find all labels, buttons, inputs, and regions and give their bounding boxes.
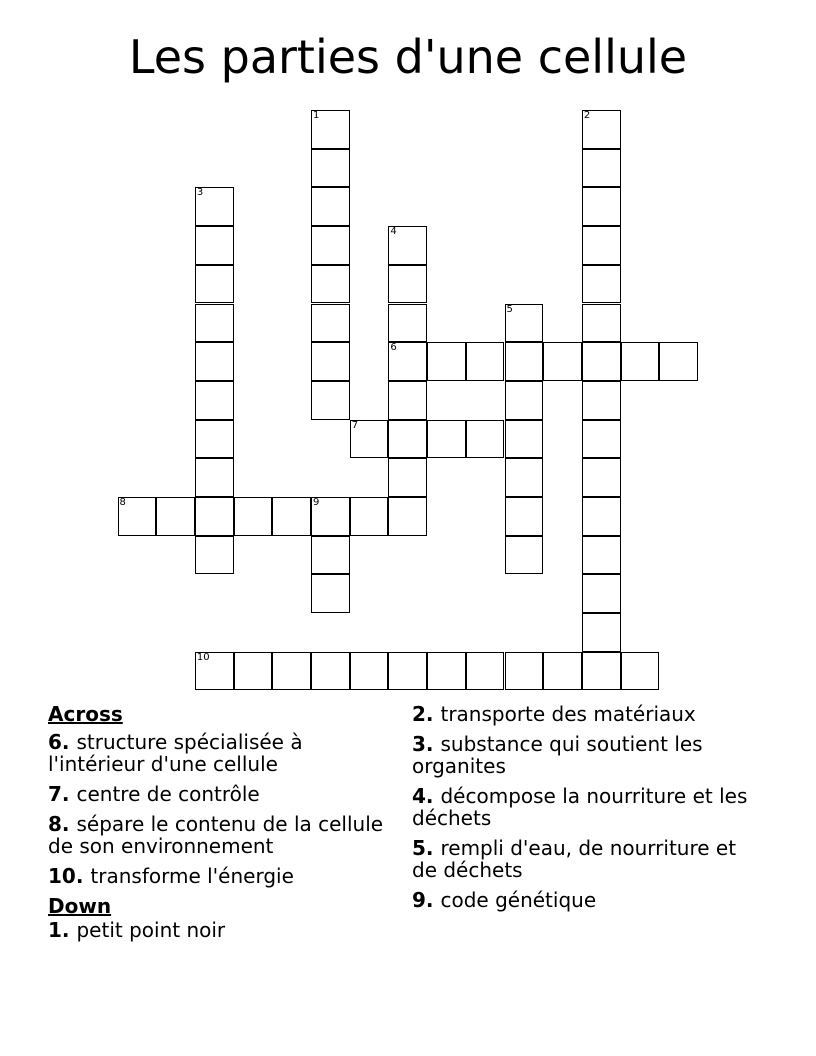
clue-down-5: 5. rempli d'eau, de nourriture et de déchets xyxy=(412,836,737,882)
cell-number: 5 xyxy=(506,303,513,315)
grid-cell[interactable] xyxy=(621,342,660,381)
grid-cell[interactable] xyxy=(466,652,505,691)
grid-cell[interactable] xyxy=(388,652,427,691)
grid-cell[interactable] xyxy=(543,652,582,691)
grid-cell[interactable] xyxy=(582,226,621,265)
grid-cell[interactable] xyxy=(195,265,234,304)
grid-cell[interactable] xyxy=(582,574,621,613)
grid-cell[interactable] xyxy=(195,381,234,420)
clue-number: 9 xyxy=(412,888,426,912)
clue-number: 3 xyxy=(412,732,426,756)
grid-cell[interactable] xyxy=(388,420,427,459)
clue-down-1: 1. petit point noir xyxy=(48,918,226,942)
grid-cell[interactable] xyxy=(311,342,350,381)
grid-cell[interactable] xyxy=(388,304,427,343)
cell-number: 4 xyxy=(390,226,397,238)
grid-cell[interactable] xyxy=(505,652,544,691)
clue-number: 8 xyxy=(48,812,62,836)
grid-cell[interactable] xyxy=(234,497,273,536)
grid-cell[interactable] xyxy=(505,536,544,575)
grid-cell[interactable] xyxy=(582,420,621,459)
page-title: Les parties d'une cellule xyxy=(128,30,688,84)
grid-cell[interactable] xyxy=(659,342,698,381)
grid-cell[interactable] xyxy=(311,652,350,691)
grid-cell[interactable] xyxy=(466,420,505,459)
grid-cell[interactable] xyxy=(427,652,466,691)
grid-cell[interactable] xyxy=(195,497,234,536)
grid-cell[interactable] xyxy=(350,652,389,691)
grid-cell[interactable] xyxy=(388,342,427,381)
grid-cell[interactable] xyxy=(582,613,621,652)
clue-text: petit point noir xyxy=(76,918,226,942)
grid-cell[interactable] xyxy=(311,265,350,304)
grid-cell[interactable] xyxy=(505,458,544,497)
clue-down-4: 4. décompose la nourriture et les déchets xyxy=(412,784,748,830)
clue-across-8: 8. sépare le contenu de la cellule de son environnement xyxy=(48,812,384,858)
grid-cell[interactable] xyxy=(582,497,621,536)
clues-right-column xyxy=(412,703,752,919)
grid-cell[interactable] xyxy=(582,381,621,420)
grid-cell[interactable] xyxy=(582,187,621,226)
grid-cell[interactable] xyxy=(582,652,621,691)
grid-cell[interactable] xyxy=(156,497,195,536)
grid-cell[interactable] xyxy=(311,381,350,420)
clue-text: transporte des matériaux xyxy=(440,702,696,726)
grid-cell[interactable] xyxy=(311,536,350,575)
clue-text: structure spécialisée à l'intérieur d'une cellule xyxy=(48,730,303,776)
clue-number: 7 xyxy=(48,782,62,806)
grid-cell[interactable] xyxy=(311,110,350,149)
grid-cell[interactable] xyxy=(272,652,311,691)
clue-across-10: 10. transforme l'énergie xyxy=(48,864,294,888)
clue-text: rempli d'eau, de nourriture et de déchets xyxy=(412,836,737,882)
grid-cell[interactable] xyxy=(311,187,350,226)
grid-cell[interactable] xyxy=(388,381,427,420)
grid-cell[interactable] xyxy=(388,265,427,304)
grid-cell[interactable] xyxy=(427,420,466,459)
grid-cell[interactable] xyxy=(505,342,544,381)
grid-cell[interactable] xyxy=(234,652,273,691)
grid-cell[interactable] xyxy=(195,652,234,691)
cell-number: 1 xyxy=(313,110,320,121)
grid-cell[interactable] xyxy=(582,110,621,149)
grid-cell[interactable] xyxy=(195,536,234,575)
grid-cell[interactable] xyxy=(505,381,544,420)
cell-number: 7 xyxy=(351,419,359,431)
clue-text: décompose la nourriture et les déchets xyxy=(412,784,748,830)
clue-across-6: 6. structure spécialisée à l'intérieur d'une cellule xyxy=(48,730,303,776)
cell-number: 8 xyxy=(119,497,126,508)
clue-number: 5 xyxy=(412,836,426,860)
cell-number: 6 xyxy=(390,342,397,354)
clue-number: 1 xyxy=(48,918,62,942)
grid-cell[interactable] xyxy=(311,149,350,188)
grid-cell[interactable] xyxy=(195,342,234,381)
clue-text: code génétique xyxy=(440,888,597,912)
grid-cell[interactable] xyxy=(311,226,350,265)
grid-cell[interactable] xyxy=(118,497,157,536)
across-header: Across xyxy=(48,702,123,726)
grid-cell[interactable] xyxy=(311,574,350,613)
grid-cell[interactable] xyxy=(582,265,621,304)
clue-number: 10 xyxy=(48,864,76,888)
grid-cell[interactable] xyxy=(505,497,544,536)
grid-cell[interactable] xyxy=(195,226,234,265)
grid-cell[interactable] xyxy=(195,420,234,459)
grid-cell[interactable] xyxy=(350,497,389,536)
grid-cell[interactable] xyxy=(195,458,234,497)
grid-cell[interactable] xyxy=(311,304,350,343)
cell-number: 10 xyxy=(196,651,210,663)
grid-cell[interactable] xyxy=(311,497,350,536)
grid-cell[interactable] xyxy=(505,420,544,459)
grid-cell[interactable] xyxy=(350,420,389,459)
clue-number: 4 xyxy=(412,784,426,808)
grid-cell[interactable] xyxy=(388,226,427,265)
clue-number: 6 xyxy=(48,730,62,754)
clue-text: substance qui soutient les organites xyxy=(412,732,703,778)
clue-across-7: 7. centre de contrôle xyxy=(48,782,260,806)
grid-cell[interactable] xyxy=(466,342,505,381)
grid-cell[interactable] xyxy=(195,187,234,226)
grid-cell[interactable] xyxy=(388,458,427,497)
clues-left-column xyxy=(48,703,388,949)
cell-number: 9 xyxy=(313,497,320,508)
grid-cell[interactable] xyxy=(582,149,621,188)
down-header: Down xyxy=(48,894,112,918)
clue-text: sépare le contenu de la cellule de son environnement xyxy=(48,812,384,858)
grid-cell[interactable] xyxy=(505,304,544,343)
clue-text: centre de contrôle xyxy=(76,782,260,806)
grid-cell[interactable] xyxy=(582,342,621,381)
clue-number: 2 xyxy=(412,702,426,726)
grid-cell[interactable] xyxy=(543,342,582,381)
grid-cell[interactable] xyxy=(582,304,621,343)
grid-cell[interactable] xyxy=(195,304,234,343)
grid-cell[interactable] xyxy=(272,497,311,536)
clue-text: transforme l'énergie xyxy=(90,864,294,888)
clue-down-9: 9. code génétique xyxy=(412,888,597,912)
cell-number: 3 xyxy=(196,187,204,199)
clue-down-2: 2. transporte des matériaux xyxy=(412,702,696,726)
grid-cell[interactable] xyxy=(621,652,660,691)
grid-cell[interactable] xyxy=(427,342,466,381)
grid-cell[interactable] xyxy=(582,458,621,497)
grid-cell[interactable] xyxy=(388,497,427,536)
cell-number: 2 xyxy=(583,110,591,121)
grid-cell[interactable] xyxy=(582,536,621,575)
clue-down-3: 3. substance qui soutient les organites xyxy=(412,732,703,778)
